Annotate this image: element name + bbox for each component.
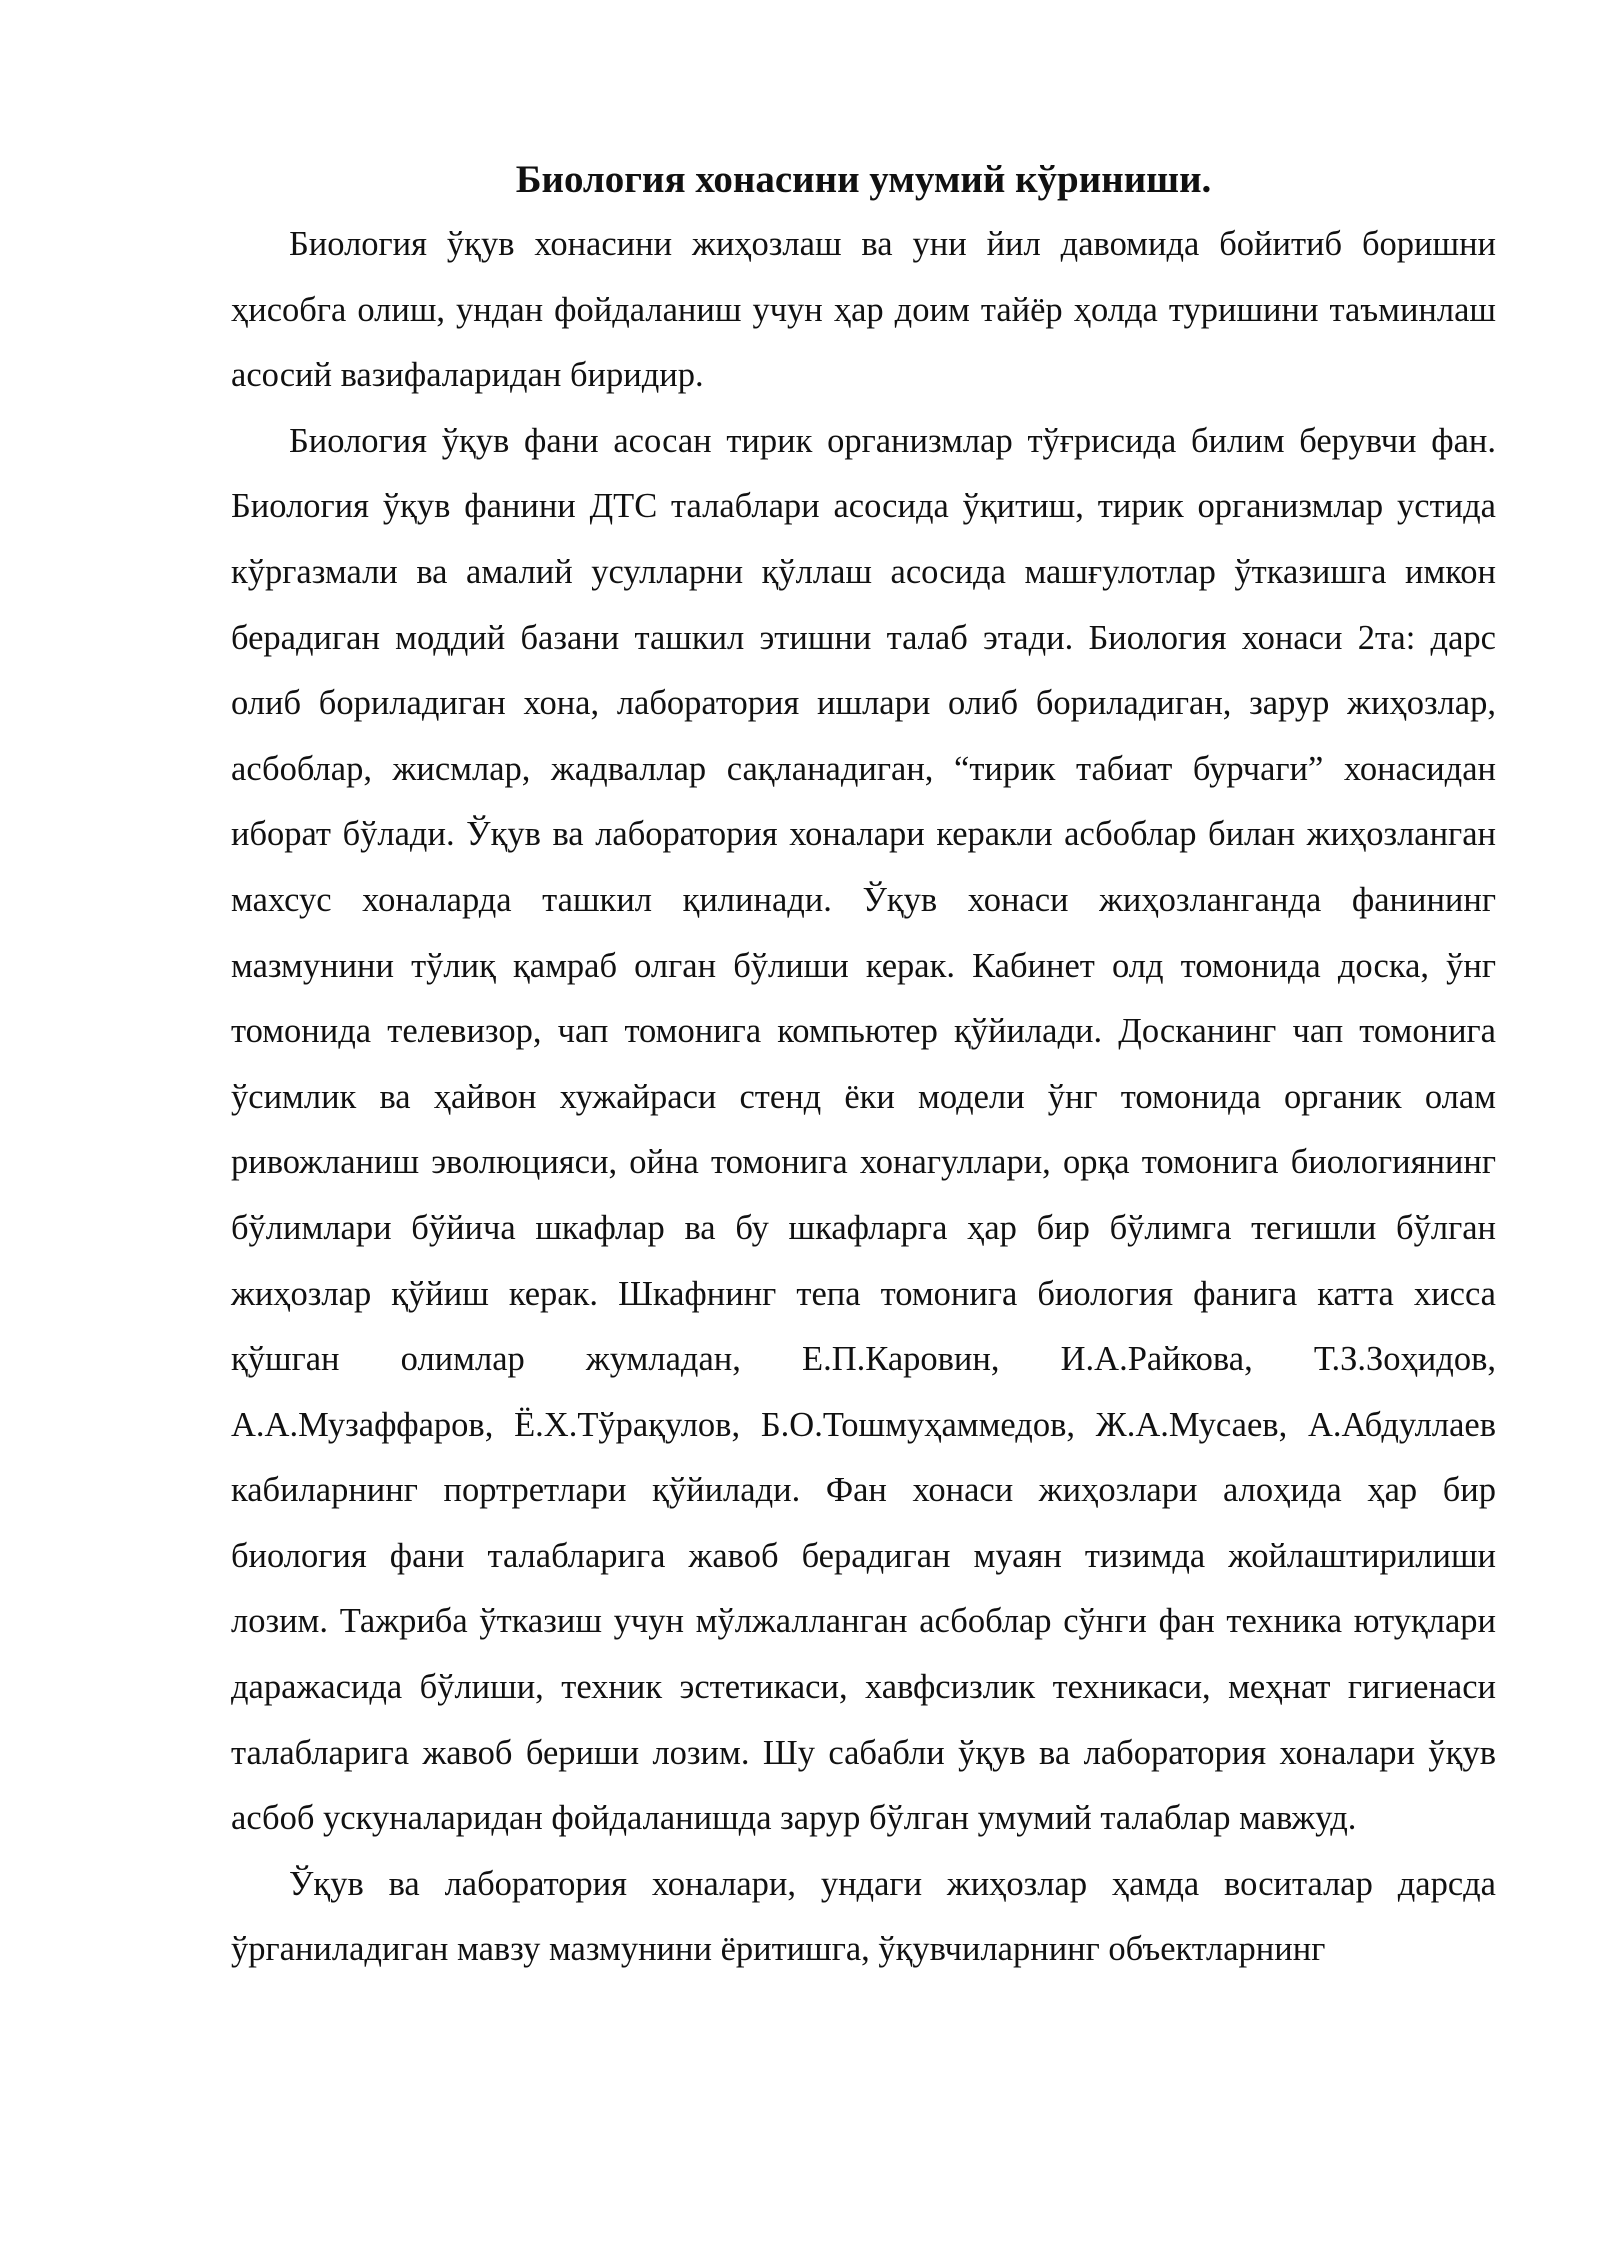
document-body [231,154,1496,1983]
paragraph-2: Биология ўқув фани асосан тирик организмлар тўғрисида билим берувчи фан. Биология ўқув фанини ДТС талаблари асосида ўқитиш, тирик организмлар устида кўргазмали ва амалий усулларни қўллаш асосида машғулотлар ўтказишга имкон берадиган моддий базани ташкил этишни талаб этади. Биология хонаси 2та: дарс олиб бориладиган хона, лаборатория ишлари олиб бориладиган, зарур жиҳозлар, асбоблар, жисмлар, жадваллар сақланадиган, “тирик табиат бурчаги” хонасидан иборат бўлади. Ўқув ва лаборатория хоналари керакли асбоблар билан жиҳозланган махсус хоналарда ташкил қилинади. Ўқув хонаси жиҳозланганда фанининг мазмунини тўлиқ қамраб олган бўлиши керак. Кабинет олд томонида доска, ўнг томонида телевизор, чап томонига компьютер қўйилади. Досканинг чап томонига ўсимлик ва ҳайвон хужайраси стенд ёки модели ўнг томонида органик олам ривожланиш эволюцияси, ойна томонига хонагуллари, орқа томонига биологиянинг бўлимлари бўйича шкафлар ва бу шкафларга ҳар бир бўлимга тегишли бўлган жиҳозлар қўйиш керак. Шкафнинг тепа томонига биология фанига катта хисса қўшган олимлар жумладан, Е.П.Каровин, И.А.Райкова, Т.З.Зоҳидов, А.А.Музаффаров, Ё.Х.Тўрақулов, Б.О.Тошмуҳаммедов, Ж.А.Мусаев, А.Абдуллаев кабиларнинг портретлари қўйилади. Фан хонаси жиҳозлари алоҳида ҳар бир биология фани талабларига жавоб берадиган муаян тизимда жойлаштирилиши лозим. Тажриба ўтказиш учун мўлжалланган асбоблар сўнги фан техника ютуқлари даражасида бўлиши, техник эстетикаси, хавфсизлик техникаси, меҳнат гигиенаси талабларига жавоб бериши лозим. Шу сабабли ўқув ва лаборатория хоналари ўқув асбоб ускуналаридан фойдаланишда зарур бўлган умумий талаблар мавжуд. [231,421,1496,1838]
paragraph-1: Биология ўқув хонасини жиҳозлаш ва уни йил давомида бойитиб боришни ҳисобга олиш, ундан фойдаланиш учун ҳар доим тайёр ҳолда туришини таъминлаш асосий вазифаларидан биридир. [231,225,1496,395]
paragraph-3: Ўқув ва лаборатория хоналари, ундаги жиҳозлар ҳамда воситалар дарсда ўрганиладиган мавзу мазмунини ёритишга, ўқувчиларнинг объектларнинг [231,1864,1496,1969]
document-title: Биология хонасини умумий кўриниши. [515,158,1212,201]
